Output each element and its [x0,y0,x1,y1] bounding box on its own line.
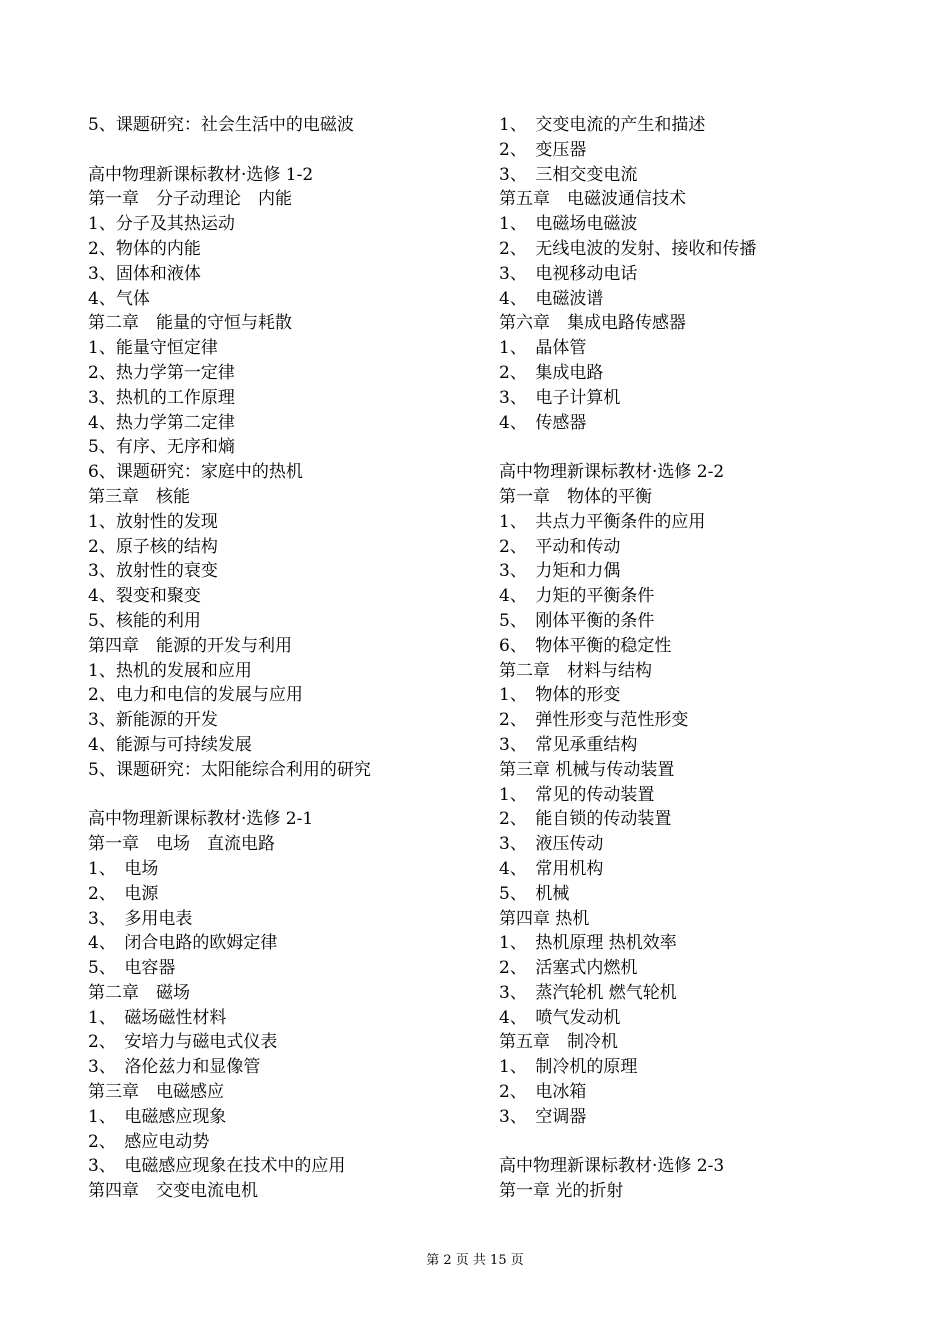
toc-line: 1、能量守恒定律 [88,338,218,359]
toc-line: 1、 常见的传动装置 [499,784,655,805]
toc-line: 2、热力学第一定律 [88,362,235,383]
toc-line: 2、 弹性形变与范性形变 [499,710,689,731]
toc-line: 5、 刚体平衡的条件 [499,610,655,631]
blank-line [88,138,508,163]
toc-line: 4、 常用机构 [499,858,604,879]
toc-line: 3、 液压传动 [499,834,604,855]
toc-line: 3、 空调器 [499,1106,587,1127]
toc-line: 1、 热机原理 热机效率 [499,933,677,954]
toc-line: 1、 交变电流的产生和描述 [499,115,706,135]
toc-line: 3、 三相交变电流 [499,164,638,185]
toc-line: 高中物理新课标教材·选修 2-1 [88,809,314,830]
toc-line: 第二章 磁场 [88,982,190,1003]
toc-line: 2、 活塞式内燃机 [499,958,638,979]
toc-line: 4、 力矩的平衡条件 [499,586,655,607]
toc-line: 第二章 能量的守恒与耗散 [88,313,292,334]
toc-line: 1、 晶体管 [499,338,587,359]
left-column [88,113,508,1204]
toc-line: 第三章 核能 [88,486,190,507]
toc-line: 第四章 能源的开发与利用 [88,635,292,656]
toc-line: 3、 洛伦兹力和显像管 [88,1057,261,1078]
toc-line: 5、 机械 [499,883,570,904]
toc-line: 4、裂变和聚变 [88,586,201,607]
toc-line: 1、 制冷机的原理 [499,1057,638,1078]
blank-line [499,1130,919,1155]
toc-line: 1、 物体的形变 [499,685,621,706]
toc-line: 第一章 光的折射 [499,1181,624,1202]
toc-line: 2、 集成电路 [499,362,604,383]
toc-line: 1、分子及其热运动 [88,214,235,235]
toc-line: 4、 传感器 [499,412,587,433]
toc-line: 2、 能自锁的传动装置 [499,809,672,830]
toc-line: 第六章 集成电路传感器 [499,313,686,334]
toc-line: 5、 电容器 [88,958,176,979]
toc-line: 第三章 机械与传动装置 [499,759,675,780]
toc-line: 第一章 分子动理论 内能 [88,189,292,210]
toc-line: 3、新能源的开发 [88,710,218,731]
toc-line: 5、课题研究：社会生活中的电磁波 [88,115,354,135]
toc-line: 3、 蒸汽轮机 燃气轮机 [499,982,677,1003]
toc-line: 6、 物体平衡的稳定性 [499,635,672,656]
toc-line: 第三章 电磁感应 [88,1082,224,1103]
toc-line: 3、 力矩和力偶 [499,561,621,582]
toc-line: 第一章 电场 直流电路 [88,834,275,855]
toc-line: 4、 电磁波谱 [499,288,604,309]
right-column [499,113,919,1204]
toc-line: 1、放射性的发现 [88,511,218,532]
toc-line: 2、 无线电波的发射、接收和传播 [499,238,757,259]
toc-line: 高中物理新课标教材·选修 2-3 [499,1156,725,1177]
toc-line: 3、 电视移动电话 [499,263,638,284]
toc-line: 1、 共点力平衡条件的应用 [499,511,706,532]
toc-line: 3、 常见承重结构 [499,734,638,755]
toc-line: 5、课题研究：太阳能综合利用的研究 [88,759,371,780]
toc-line: 5、核能的利用 [88,610,201,631]
toc-line: 2、电力和电信的发展与应用 [88,685,303,706]
toc-line: 第五章 制冷机 [499,1032,618,1053]
toc-line: 4、能源与可持续发展 [88,734,252,755]
toc-line: 3、固体和液体 [88,263,201,284]
toc-line: 2、物体的内能 [88,238,201,259]
blank-line [499,435,919,460]
toc-line: 3、 多用电表 [88,908,193,929]
toc-line: 第五章 电磁波通信技术 [499,189,686,210]
toc-line: 4、热力学第二定律 [88,412,235,433]
toc-line: 2、 电源 [88,883,159,904]
toc-line: 4、气体 [88,288,150,309]
toc-line: 2、 安培力与磁电式仪表 [88,1032,278,1053]
toc-line: 4、 喷气发动机 [499,1007,621,1028]
toc-line: 2、 平动和传动 [499,536,621,557]
toc-line: 1、 磁场磁性材料 [88,1007,227,1028]
toc-line: 3、 电子计算机 [499,387,621,408]
toc-line: 第二章 材料与结构 [499,660,652,681]
toc-line: 1、热机的发展和应用 [88,660,252,681]
toc-line: 第一章 物体的平衡 [499,486,652,507]
toc-line: 2、 电冰箱 [499,1082,587,1103]
page-footer: 第 2 页 共 15 页 [426,1253,524,1268]
toc-line: 1、 电磁场电磁波 [499,214,638,235]
toc-line: 6、课题研究：家庭中的热机 [88,462,303,483]
toc-line: 1、 电场 [88,858,159,879]
toc-line: 高中物理新课标教材·选修 1-2 [88,164,314,185]
toc-line: 第四章 交变电流电机 [88,1181,258,1202]
toc-line: 3、热机的工作原理 [88,387,235,408]
toc-line: 第四章 热机 [499,908,590,929]
toc-line: 4、 闭合电路的欧姆定律 [88,933,278,954]
toc-line: 3、 电磁感应现象在技术中的应用 [88,1156,346,1177]
toc-line: 高中物理新课标教材·选修 2-2 [499,462,725,483]
toc-line: 5、有序、无序和熵 [88,437,235,458]
toc-line: 2、 变压器 [499,139,587,160]
toc-line: 1、 电磁感应现象 [88,1106,227,1127]
toc-line: 3、放射性的衰变 [88,561,218,582]
toc-line: 2、 感应电动势 [88,1131,210,1152]
blank-line [88,783,508,808]
toc-line: 2、原子核的结构 [88,536,218,557]
